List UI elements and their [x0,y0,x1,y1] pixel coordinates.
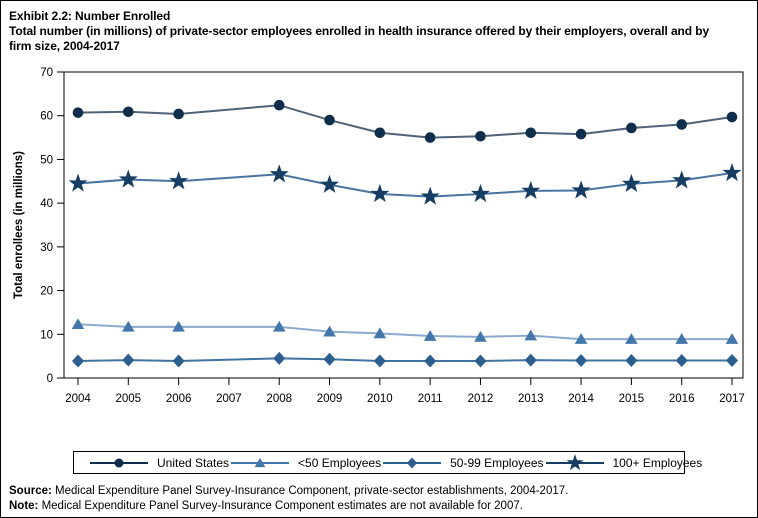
legend-item [381,454,543,472]
footnotes [1,474,757,514]
circle-marker-icon [727,112,738,123]
x-axis-tick-label: 2008 [266,393,293,405]
circle-marker-icon [375,127,386,138]
legend-item [88,454,229,472]
diamond-marker-icon [374,354,386,367]
legend-glyph [381,454,443,472]
legend-item [229,454,381,472]
legend-label: <50 Employees [298,455,382,470]
x-axis-tick-label: 2007 [216,393,242,405]
diamond-marker-icon [72,354,84,367]
star-marker-icon [674,172,690,187]
star-marker-icon [472,185,488,200]
diamond-marker-icon [575,354,587,367]
legend-glyph [88,454,150,472]
y-axis-tick-label: 20 [40,285,53,298]
y-axis-tick-label: 30 [40,241,53,254]
diamond-marker-icon [726,354,738,367]
x-axis-tick-label: 2012 [467,393,494,405]
circle-marker-icon [475,131,486,142]
star-marker-icon [321,176,337,191]
chart-legend [73,451,703,474]
x-axis-tick-label: 2004 [65,393,91,405]
star-marker-icon [724,164,740,179]
legend-item [544,454,703,472]
x-axis-tick-label: 2017 [719,393,745,405]
x-axis-tick-label: 2015 [618,393,645,405]
circle-marker-icon [123,106,134,117]
note-label: Note: [9,500,39,512]
star-marker-icon [623,175,639,190]
diamond-marker-icon [625,354,637,367]
legend-label: 100+ Employees [612,455,703,470]
diamond-marker-icon [122,354,134,367]
circle-marker-icon [173,109,184,120]
circle-marker-icon [114,458,123,467]
diamond-marker-icon [676,354,688,367]
x-axis-tick-label: 2005 [115,393,142,405]
diamond-marker-icon [173,354,185,367]
figure-header [1,1,757,54]
legend-label: United States [157,455,230,470]
diamond-marker-icon [525,354,537,367]
source-label: Source: [9,485,52,497]
star-marker-icon [422,188,438,203]
line-chart [1,56,758,414]
source-text: Medical Expenditure Panel Survey-Insurance Component, private-sector establishments, 2004-2017. [51,485,569,497]
diamond-marker-icon [324,353,336,366]
diamond-marker-icon [273,352,285,365]
chart-area [1,56,757,419]
x-axis-tick-label: 2006 [165,393,192,405]
circle-marker-icon [525,127,536,138]
x-axis-tick-label: 2009 [316,393,343,405]
star-marker-icon [523,182,539,197]
circle-marker-icon [324,115,335,126]
y-axis-tick-label: 40 [40,198,53,211]
star-marker-icon [372,185,388,200]
x-axis-tick-label: 2013 [517,393,544,405]
circle-marker-icon [576,129,587,140]
star-marker-icon [271,166,287,181]
y-axis-tick-label: 50 [40,154,53,167]
x-axis-tick-label: 2016 [668,393,695,405]
circle-marker-icon [626,123,637,134]
y-axis-tick-label: 60 [40,110,53,123]
y-axis-title: Total enrollees (in millions) [13,150,25,300]
legend-glyph [544,454,606,472]
x-axis-tick-label: 2010 [367,393,393,405]
source-line [9,484,749,499]
star-marker-icon [171,173,187,188]
star-marker-icon [70,175,86,190]
legend-glyph [229,454,291,472]
circle-marker-icon [676,119,687,130]
x-axis-tick-label: 2014 [568,393,594,405]
circle-marker-icon [274,100,285,111]
figure-title: Exhibit 2.2: Number Enrolled [9,9,171,23]
note-text: Medical Expenditure Panel Survey-Insurance Component estimates are not available for 2007. [38,500,523,512]
diamond-marker-icon [474,354,486,367]
y-axis-tick-label: 10 [40,329,53,342]
y-axis-tick-label: 0 [46,373,53,385]
circle-marker-icon [425,132,436,143]
star-marker-icon [573,182,589,197]
y-axis-tick-label: 70 [40,67,53,79]
circle-marker-icon [73,107,84,118]
figure-subtitle: Total number (in millions) of private-sector employees enrolled in health insurance offered by their employers, overall and by firm size, 2004-2017 [9,24,710,53]
star-marker-icon [568,455,582,468]
star-marker-icon [120,171,136,186]
note-line [9,499,749,514]
diamond-marker-icon [424,354,436,367]
legend-label: 50-99 Employees [450,455,544,470]
x-axis-tick-label: 2011 [417,393,443,405]
plot-frame [64,72,743,378]
diamond-marker-icon [407,457,417,468]
